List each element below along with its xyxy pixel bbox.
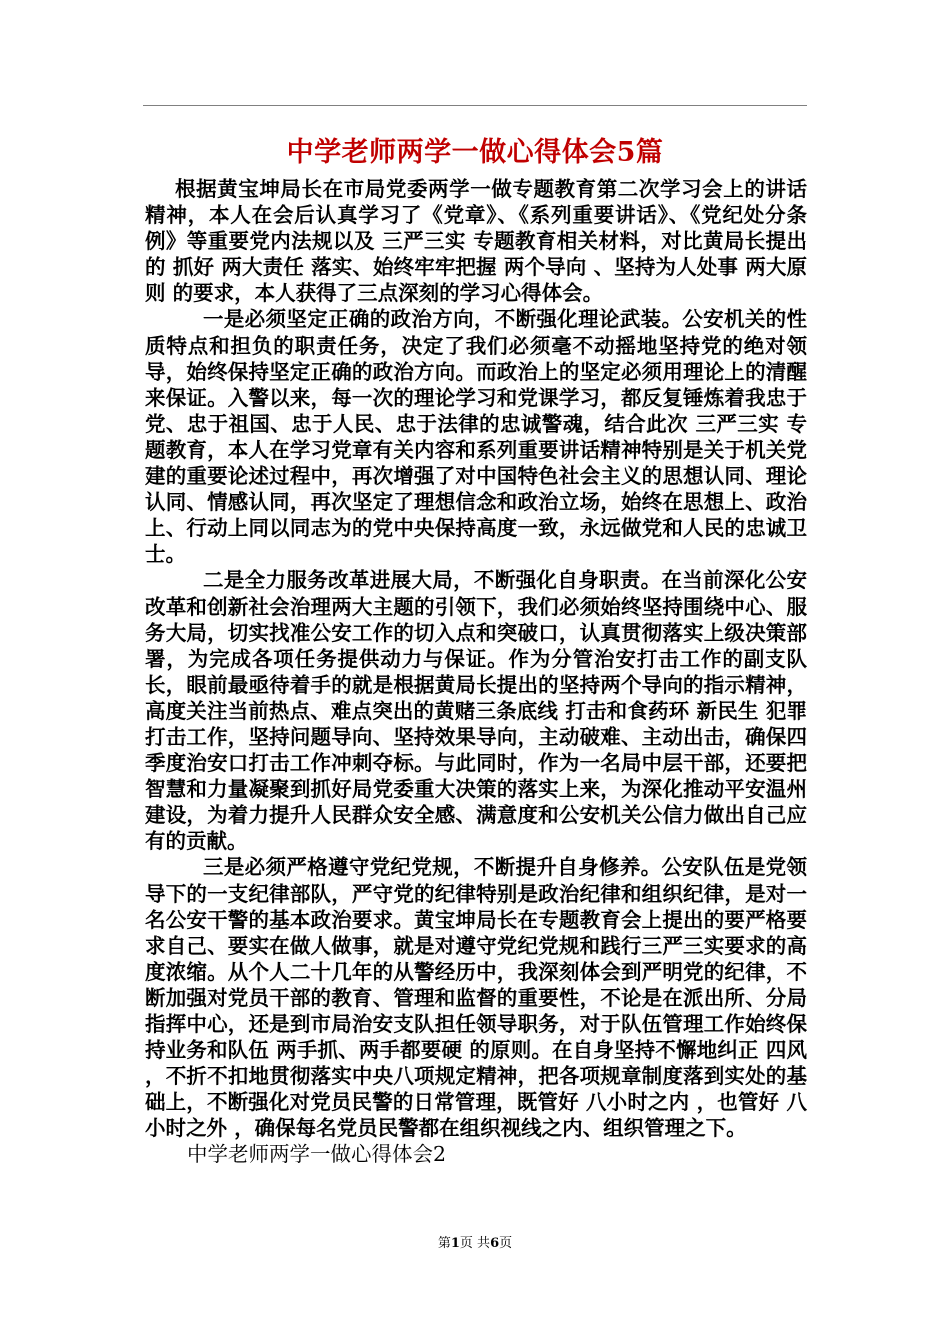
document-body bbox=[145, 176, 807, 1168]
paragraph-point-one: 一是必须坚定正确的政治方向，不断强化理论武装。公安机关的性质特点和担负的职责任务，决定了我们必须毫不动摇地坚持党的绝对领导，始终保持坚定正确的政治方向。而政治上的坚定必须用理论上的清醒来保证。入警以来，每一次的理论学习和党课学习，都反复锤炼着我忠于党、忠于祖国、忠于人民、忠于法律的忠诚警魂，结合此次 三严三实 专题教育，本人在学习党章有关内容和系列重要讲话精神特别是关于机关党建的重要论述过程中，再次增强了对中国特色社会主义的思想认同、理论认同、情感认同，再次坚定了理想信念和政治立场，始终在思想上、政治上、行动上同以同志为的党中央保持高度一致，永远做党和人民的忠诚卫士。 bbox=[145, 307, 807, 567]
footer-middle: 页 共 bbox=[459, 1236, 491, 1251]
section-heading-2: 中学老师两学一做心得体会2 bbox=[187, 1142, 447, 1167]
footer-page-number: 1 bbox=[450, 1236, 460, 1251]
header-rule bbox=[143, 105, 807, 106]
footer-suffix: 页 bbox=[499, 1236, 513, 1251]
document-title: 中学老师两学一做心得体会5篇 bbox=[286, 137, 664, 168]
footer-prefix: 第 bbox=[437, 1236, 451, 1251]
paragraph-intro: 根据黄宝坤局长在市局党委两学一做专题教育第二次学习会上的讲话精神，本人在会后认真学习了《党章》、《系列重要讲话》、《党纪处分条例》等重要党内法规以及 三严三实 专题教育相关材料，对比黄局长提出的 抓好 两大责任 落实、始终牢牢把握 两个导向 、坚持为人处事 两大原则 的要求，本人获得了三点深刻的学习心得体会。 bbox=[145, 177, 807, 306]
page-footer bbox=[0, 1232, 950, 1251]
footer-total-pages: 6 bbox=[490, 1236, 500, 1251]
paragraph-point-three: 三是必须严格遵守党纪党规，不断提升自身修养。公安队伍是党领导下的一支纪律部队，严守党的纪律特别是政治纪律和组织纪律，是对一名公安干警的基本政治要求。黄宝坤局长在专题教育会上提出的要严格要求自己、要实在做人做事，就是对遵守党纪党规和践行三严三实要求的高度浓缩。从个人二十几年的从警经历中，我深刻体会到严明党的纪律，不断加强对党员干部的教育、管理和监督的重要性，不论是在派出所、分局指挥中心，还是到市局治安支队担任领导职务，对于队伍管理工作始终保持业务和队伍 两手抓、两手都要硬 的原则。在自身坚持不懈地纠正 四风 ，不折不扣地贯彻落实中央八项规定精神，把各项规章制度落到实处的基础上，不断强化对党员民警的日常管理，既管好 八小时之内 ，也管好 八小时之外 ，确保每名党员民警都在组织视线之内、组织管理之下。 bbox=[145, 855, 807, 1141]
paragraph-point-two: 二是全力服务改革进展大局，不断强化自身职责。在当前深化公安改革和创新社会治理两大主题的引领下，我们必须始终坚持围绕中心、服务大局，切实找准公安工作的切入点和突破口，认真贯彻落实上级决策部署，为完成各项任务提供动力与保证。作为分管治安打击工作的副支队长，眼前最亟待着手的就是根据黄局长提出的坚持两个导向的指示精神，高度关注当前热点、难点突出的黄赌三条底线 打击和食药环 新民生 犯罪打击工作，坚持问题导向、坚持效果导向，主动破难、主动出击，确保四季度治安口打击工作冲刺夺标。与此同时，作为一名局中层干部，还要把智慧和力量凝聚到抓好局党委重大决策的落实上来，为深化推动平安温州建设，为着力提升人民群众安全感、满意度和公安机关公信力做出自己应有的贡献。 bbox=[145, 568, 807, 854]
